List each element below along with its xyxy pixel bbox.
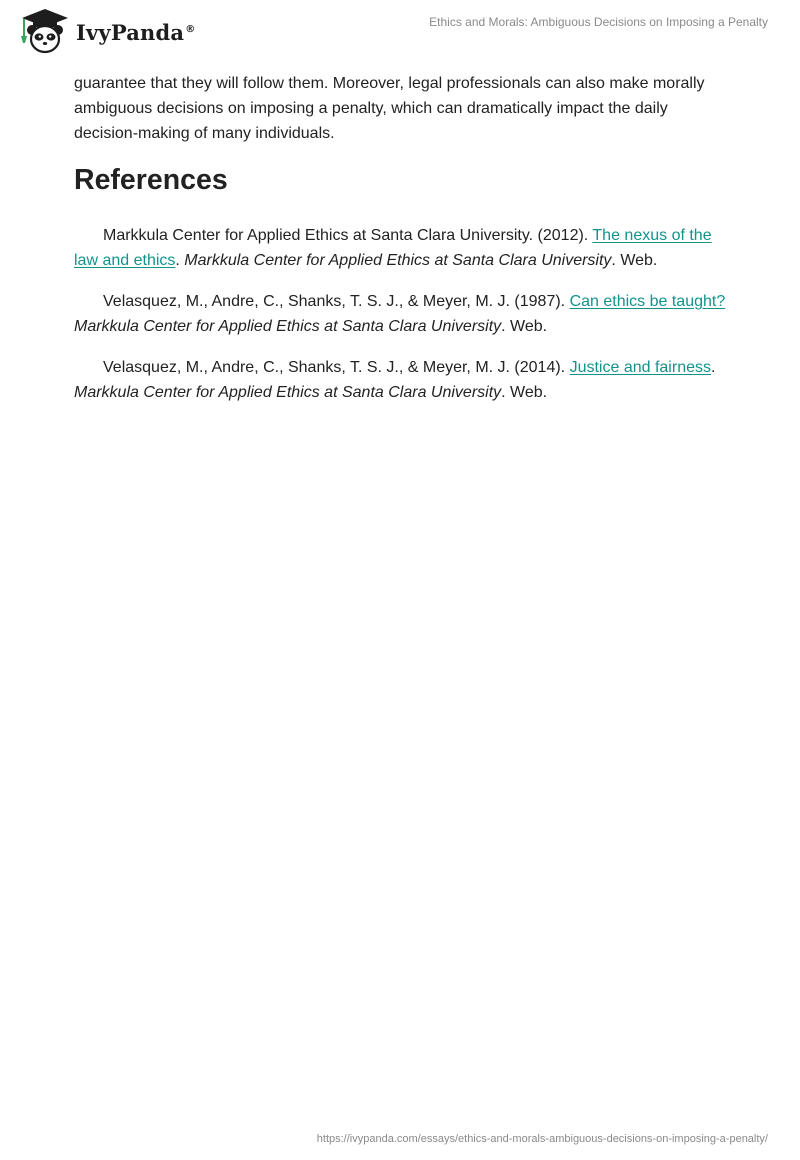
panda-graduation-cap-icon [14,6,76,56]
reference-authors: Velasquez, M., Andre, C., Shanks, T. S. J., & Meyer, M. J. (2014). [103,359,570,376]
footer-url[interactable]: https://ivypanda.com/essays/ethics-and-morals-ambiguous-decisions-on-imposing-a-penalty/ [316,1133,768,1145]
reference-link[interactable]: Can ethics be taught? [569,293,726,310]
references-list [74,223,734,421]
registered-mark: ® [185,23,196,35]
page-header [0,0,800,64]
reference-link[interactable]: The nexus of the law and ethics [74,227,712,269]
reference-tail: . Web. [611,252,658,269]
ivypanda-logo[interactable] [14,6,214,56]
reference-item [74,355,734,405]
reference-authors: Velasquez, M., Andre, C., Shanks, T. S. J., & Meyer, M. J. (1987). [103,293,570,310]
reference-punctuation: . [175,252,185,269]
essay-content [74,71,734,401]
logo-wordmark [76,20,195,45]
references-heading: References [74,164,228,196]
reference-item [74,289,734,339]
document-title: Ethics and Morals: Ambiguous Decisions on Imposing a Penalty [429,15,768,29]
reference-link[interactable]: Justice and fairness [569,359,711,376]
body-paragraph: guarantee that they will follow them. Moreover, legal professionals can also make morally ambiguous decisions on imposing a penalty, which can dramatically impact the daily decision-making of many individuals. [74,75,705,142]
reference-item [74,223,734,273]
reference-source: Markkula Center for Applied Ethics at Santa Clara University [74,318,502,335]
reference-tail: . Web. [501,318,548,335]
logo-text: IvyPanda [76,19,185,45]
reference-source: Markkula Center for Applied Ethics at Santa Clara University [74,384,502,401]
reference-authors: Markkula Center for Applied Ethics at Santa Clara University. (2012). [103,227,593,244]
reference-tail: . Web. [501,384,548,401]
reference-source: Markkula Center for Applied Ethics at Santa Clara University [184,252,612,269]
reference-punctuation: . [710,359,716,376]
